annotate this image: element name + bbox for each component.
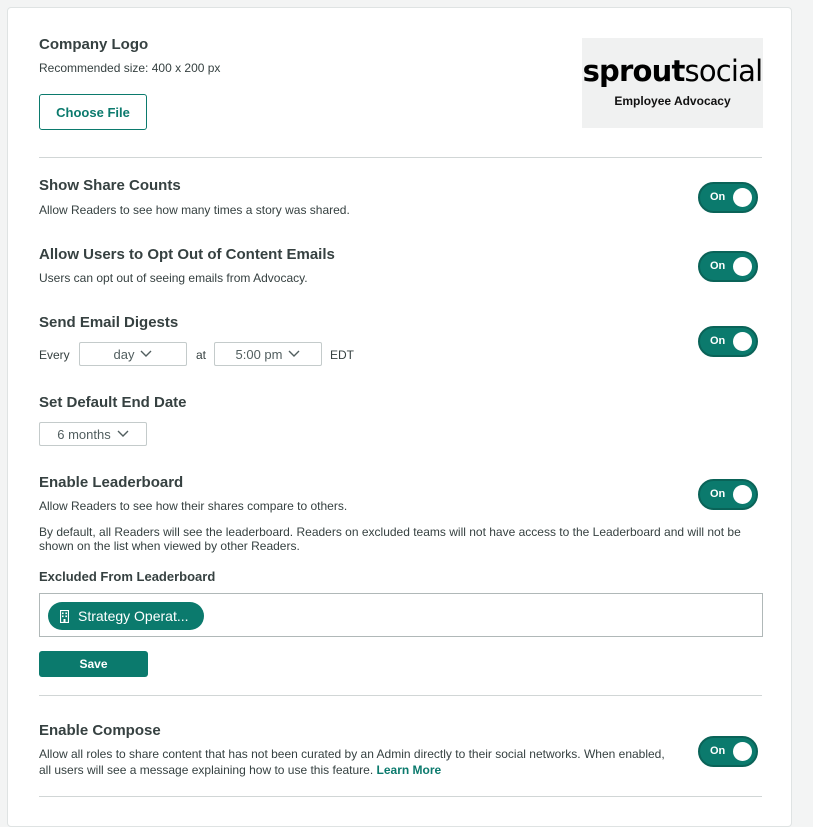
toggle-knob: [733, 188, 752, 207]
leaderboard-note: By default, all Readers will see the leaderboard. Readers on excluded teams will not have access to the Leaderboard and will not be shown on the list when viewed by other Readers.: [39, 525, 741, 553]
share-counts-title: Show Share Counts: [39, 177, 181, 194]
leaderboard-toggle[interactable]: On: [698, 479, 758, 510]
excluded-team-tag[interactable]: Strategy Operat...: [48, 602, 204, 630]
at-label: at: [196, 348, 207, 362]
company-logo-preview: [582, 38, 763, 128]
toggle-knob: [733, 742, 752, 761]
divider: [39, 796, 762, 797]
building-icon: [60, 610, 69, 623]
chevron-down-icon: [140, 350, 152, 358]
logo-size-hint: Recommended size: 400 x 200 px: [39, 61, 221, 75]
end-date-title: Set Default End Date: [39, 394, 187, 411]
email-digests-toggle[interactable]: On: [698, 326, 758, 357]
timezone-label: EDT: [330, 348, 354, 362]
compose-title: Enable Compose: [39, 722, 161, 739]
opt-out-title: Allow Users to Opt Out of Content Emails: [39, 246, 335, 263]
divider: [39, 695, 762, 696]
settings-card: [7, 7, 792, 827]
divider: [39, 157, 762, 158]
chevron-down-icon: [288, 350, 300, 358]
every-label: Every: [39, 348, 70, 362]
digest-frequency-select[interactable]: day: [79, 342, 187, 366]
logo-subtitle: Employee Advocacy: [614, 94, 731, 108]
leaderboard-description: Allow Readers to see how their shares compare to others.: [39, 499, 348, 513]
chevron-down-icon: [117, 430, 129, 438]
excluded-teams-input[interactable]: [39, 593, 763, 637]
save-button[interactable]: Save: [39, 651, 148, 677]
company-logo-title: Company Logo: [39, 36, 149, 53]
toggle-knob: [733, 485, 752, 504]
leaderboard-title: Enable Leaderboard: [39, 474, 184, 491]
opt-out-description: Users can opt out of seeing emails from Advocacy.: [39, 271, 308, 285]
digest-time-select[interactable]: 5:00 pm: [214, 342, 322, 366]
compose-toggle[interactable]: On: [698, 736, 758, 767]
share-counts-description: Allow Readers to see how many times a story was shared.: [39, 203, 350, 217]
end-date-select[interactable]: 6 months: [39, 422, 147, 446]
compose-description: Allow all roles to share content that has not been curated by an Admin directly to their social networks. When enabled, all users will see a message explaining how to use this feature. Learn More: [39, 747, 665, 777]
learn-more-link[interactable]: Learn More: [376, 763, 442, 777]
logo-wordmark: sproutsocial: [582, 54, 763, 88]
choose-file-button[interactable]: Choose File: [39, 94, 147, 130]
opt-out-toggle[interactable]: On: [698, 251, 758, 282]
toggle-knob: [733, 332, 752, 351]
share-counts-toggle[interactable]: On: [698, 182, 758, 213]
toggle-knob: [733, 257, 752, 276]
email-digests-title: Send Email Digests: [39, 314, 179, 331]
excluded-label: Excluded From Leaderboard: [39, 569, 216, 584]
